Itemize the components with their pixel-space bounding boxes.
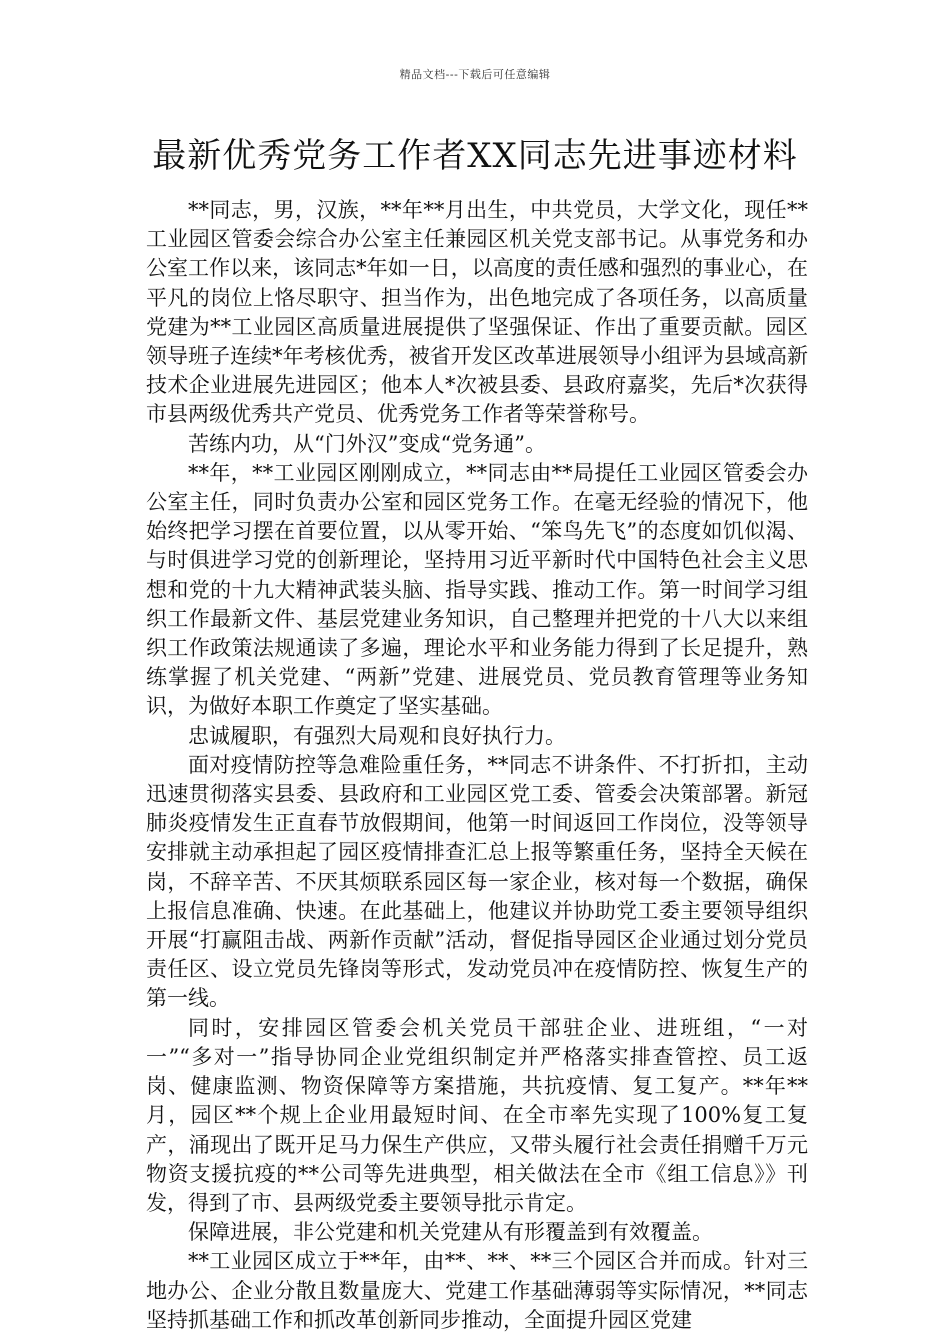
section-heading-duty: 忠诚履职，有强烈大局观和良好执行力。 xyxy=(188,723,566,748)
paragraph-epidemic: 面对疫情防控等急难险重任务，**同志不讲条件、不打折扣，主动迅速贯彻落实县委、县政府和工业园区党工委、管委会决策部署。新冠肺炎疫情发生正直春节放假期间，他第一时间返回工作岗位，没等领导安排就主动承担起了园区疫情排查汇总上报等繁重任务，坚持全天候在岗，不辞辛苦、不厌其烦联系园区每一家企业，核对每一个数据，确保上报信息准确、快速。在此基础上，他建议并协助党工委主要领导组织开展“打赢阻击战、两新作贡献”活动，督促指导园区企业通过划分党员责任区、设立党员先锋岗等形式，发动党员冲在疫情防控、恢复生产的第一线。 xyxy=(146,752,808,1011)
header-note: 精品文档---下载后可任意编辑 xyxy=(399,68,551,81)
section-heading-coverage: 保障进展，非公党建和机关党建从有形覆盖到有效覆盖。 xyxy=(188,1220,713,1245)
section-heading-study: 苦练内功，从“门外汉”变成“党务通”。 xyxy=(188,431,546,456)
document-title: 最新优秀党务工作者XX同志先进事迹材料 xyxy=(152,136,798,176)
paragraph-intro: **同志，男，汉族，**年**月出生，中共党员，大学文化，现任**工业园区管委会综合办公室主任兼园区机关党支部书记。从事党务和办公室工作以来，该同志*年如一日，以高度的责任感和强烈的事业心，在平凡的岗位上恪尽职守、担当作为，出色地完成了各项任务，以高质量党建为**工业园区高质量进展提供了坚强保证、作出了重要贡献。园区领导班子连续*年考核优秀，被省开发区改革进展领导小组评为县域高新技术企业进展先进园区；他本人*次被县委、县政府嘉奖，先后*次获得市县两级优秀共产党员、优秀党务工作者等荣誉称号。 xyxy=(146,198,808,427)
paragraph-resumption: 同时，安排园区管委会机关党员干部驻企业、进班组，“一对一”“多对一”指导协同企业党组织制定并严格落实排查管控、员工返岗、健康监测、物资保障等方案措施，共抗疫情、复工复产。**年**月，园区**个规上企业用最短时间、在全市率先实现了100%复工复产，涌现出了既开足马力保生产供应，又带头履行社会责任捐赠千万元物资支援抗疫的**公司等先进典型，相关做法在全市《组工信息》》刊发，得到了市、县两级党委主要领导批示肯定。 xyxy=(146,1015,808,1215)
paragraph-park: **工业园区成立于**年，由**、**、**三个园区合并而成。针对三地办公、企业分散且数量庞大、党建工作基础薄弱等实际情况，**同志坚持抓基础工作和抓改革创新同步推动，全面提升园区党建 xyxy=(146,1249,808,1332)
document-body xyxy=(146,196,808,1335)
paragraph-study: **年，**工业园区刚刚成立，**同志由**局提任工业园区管委会办公室主任，同时负责办公室和园区党务工作。在毫无经验的情况下，他始终把学习摆在首要位置，以从零开始、“笨鸟先飞”的态度如饥似渴、与时俱进学习党的创新理论，坚持用习近平新时代中国特色社会主义思想和党的十九大精神武装头脑、指导实践、推动工作。第一时间学习组织工作最新文件、基层党建业务知识，自己整理并把党的十八大以来组织工作政策法规通读了多遍，理论水平和业务能力得到了长足提升，熟练掌握了机关党建、“两新”党建、进展党员、党员教育管理等业务知识，为做好本职工作奠定了坚实基础。 xyxy=(146,460,808,719)
